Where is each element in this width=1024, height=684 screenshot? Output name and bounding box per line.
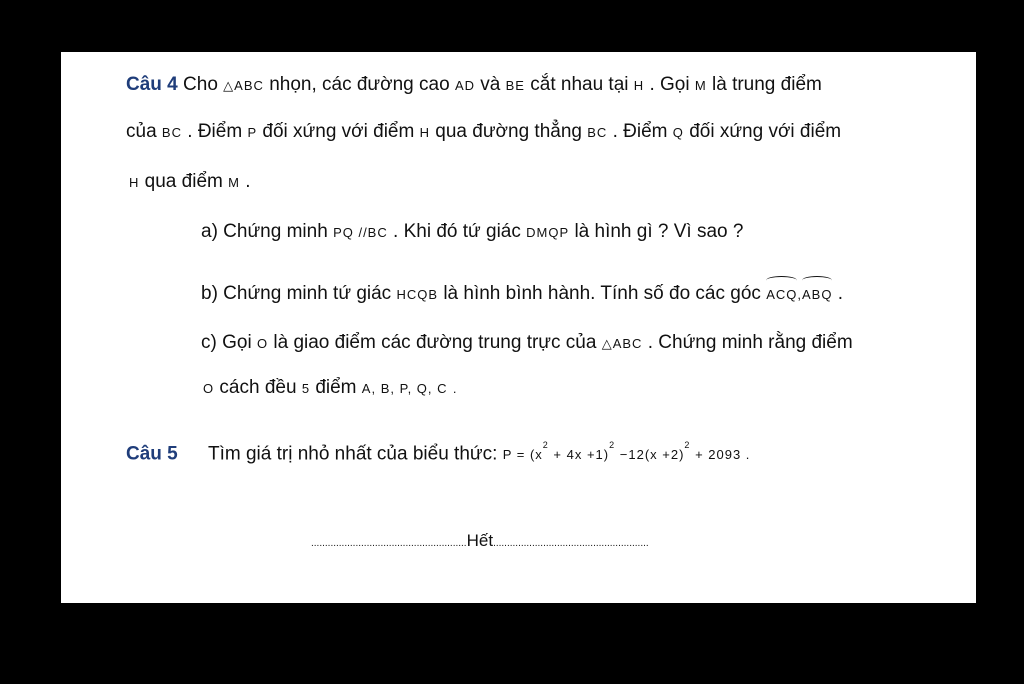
cau4-line1 — [126, 73, 822, 98]
segment-be: BE — [505, 78, 525, 93]
text: c) Gọi — [201, 332, 252, 353]
triangle-abc: △ABC — [601, 336, 643, 351]
right-dots: ........................................................ — [493, 538, 649, 549]
text: . Gọi — [649, 74, 690, 95]
text: là hình gì ? Vì sao ? — [574, 221, 744, 242]
text: . — [837, 283, 844, 304]
text: . Điểm — [612, 121, 668, 142]
point-q: Q — [672, 125, 684, 140]
document-page — [61, 52, 976, 603]
left-dots: ........................................................ — [311, 538, 467, 549]
quad-dmqp: DMQP — [526, 225, 570, 240]
part-c-line2 — [203, 376, 457, 401]
text: qua điểm — [144, 171, 223, 192]
segment-bc: BC — [587, 125, 608, 140]
exponent: 2 — [609, 440, 616, 450]
text: cắt nhau tại — [530, 74, 629, 95]
point-h: H — [633, 78, 645, 93]
part-b — [201, 279, 843, 307]
text: . — [245, 171, 251, 192]
text: là giao điểm các đường trung trực của — [273, 332, 597, 353]
text: . — [452, 381, 458, 396]
expr-part: + 2093 . — [695, 447, 751, 463]
exponent: 2 — [542, 440, 549, 450]
text: qua đường thẳng — [435, 121, 582, 142]
text: cách đều — [219, 377, 297, 398]
exponent: 2 — [684, 440, 691, 450]
point-h: H — [129, 175, 140, 190]
segment-bc: BC — [161, 125, 182, 140]
expr-part: −12(x +2) — [619, 447, 685, 463]
angle-acq: ACQ — [766, 279, 797, 307]
text: và — [480, 74, 501, 95]
text: của — [126, 121, 157, 142]
text: đối xứng với điểm — [262, 121, 415, 142]
text: điểm — [315, 377, 357, 398]
point-o: O — [203, 381, 215, 396]
cau4-line2 — [126, 120, 841, 145]
segment-ad: AD — [454, 78, 475, 93]
quad-hcqb: HCQB — [396, 287, 439, 302]
expr-part: + 4x +1) — [553, 447, 610, 463]
end-text: Hết — [466, 531, 494, 550]
point-o: O — [256, 336, 269, 351]
angle-abq: ABQ — [802, 279, 832, 307]
triangle-abc: △ABC — [223, 78, 264, 93]
text: Cho — [183, 74, 218, 95]
text: . Chứng minh rằng điểm — [647, 332, 853, 353]
expr-part: P = (x — [502, 447, 543, 463]
cau5-line — [126, 439, 750, 467]
text: đối xứng với điểm — [689, 121, 842, 142]
comma: , — [797, 287, 802, 302]
points-list: A, B, P, Q, C — [361, 381, 448, 396]
question-5-label: Câu 5 — [126, 443, 178, 465]
text: . Điểm — [187, 121, 243, 142]
text: là hình bình hành. Tính số đo các góc — [443, 283, 761, 304]
point-p: P — [247, 125, 258, 140]
text: nhọn, các đường cao — [269, 74, 450, 95]
text: là trung điểm — [712, 74, 822, 95]
part-a — [201, 220, 743, 245]
pq-parallel-bc: PQ //BC — [333, 225, 388, 240]
text: a) Chứng minh — [201, 221, 328, 242]
point-m: M — [694, 78, 707, 93]
text: Tìm giá trị nhỏ nhất của biểu thức: — [207, 443, 498, 465]
end-marker — [311, 529, 649, 556]
number-five: 5 — [301, 381, 311, 396]
question-4-label: Câu 4 — [126, 74, 178, 95]
expression — [502, 440, 751, 463]
point-m: M — [228, 175, 240, 190]
part-c — [201, 331, 853, 356]
point-h: H — [419, 125, 430, 140]
text: b) Chứng minh tứ giác — [201, 283, 392, 304]
cau4-line3 — [129, 170, 251, 195]
text: . Khi đó tứ giác — [393, 221, 521, 242]
